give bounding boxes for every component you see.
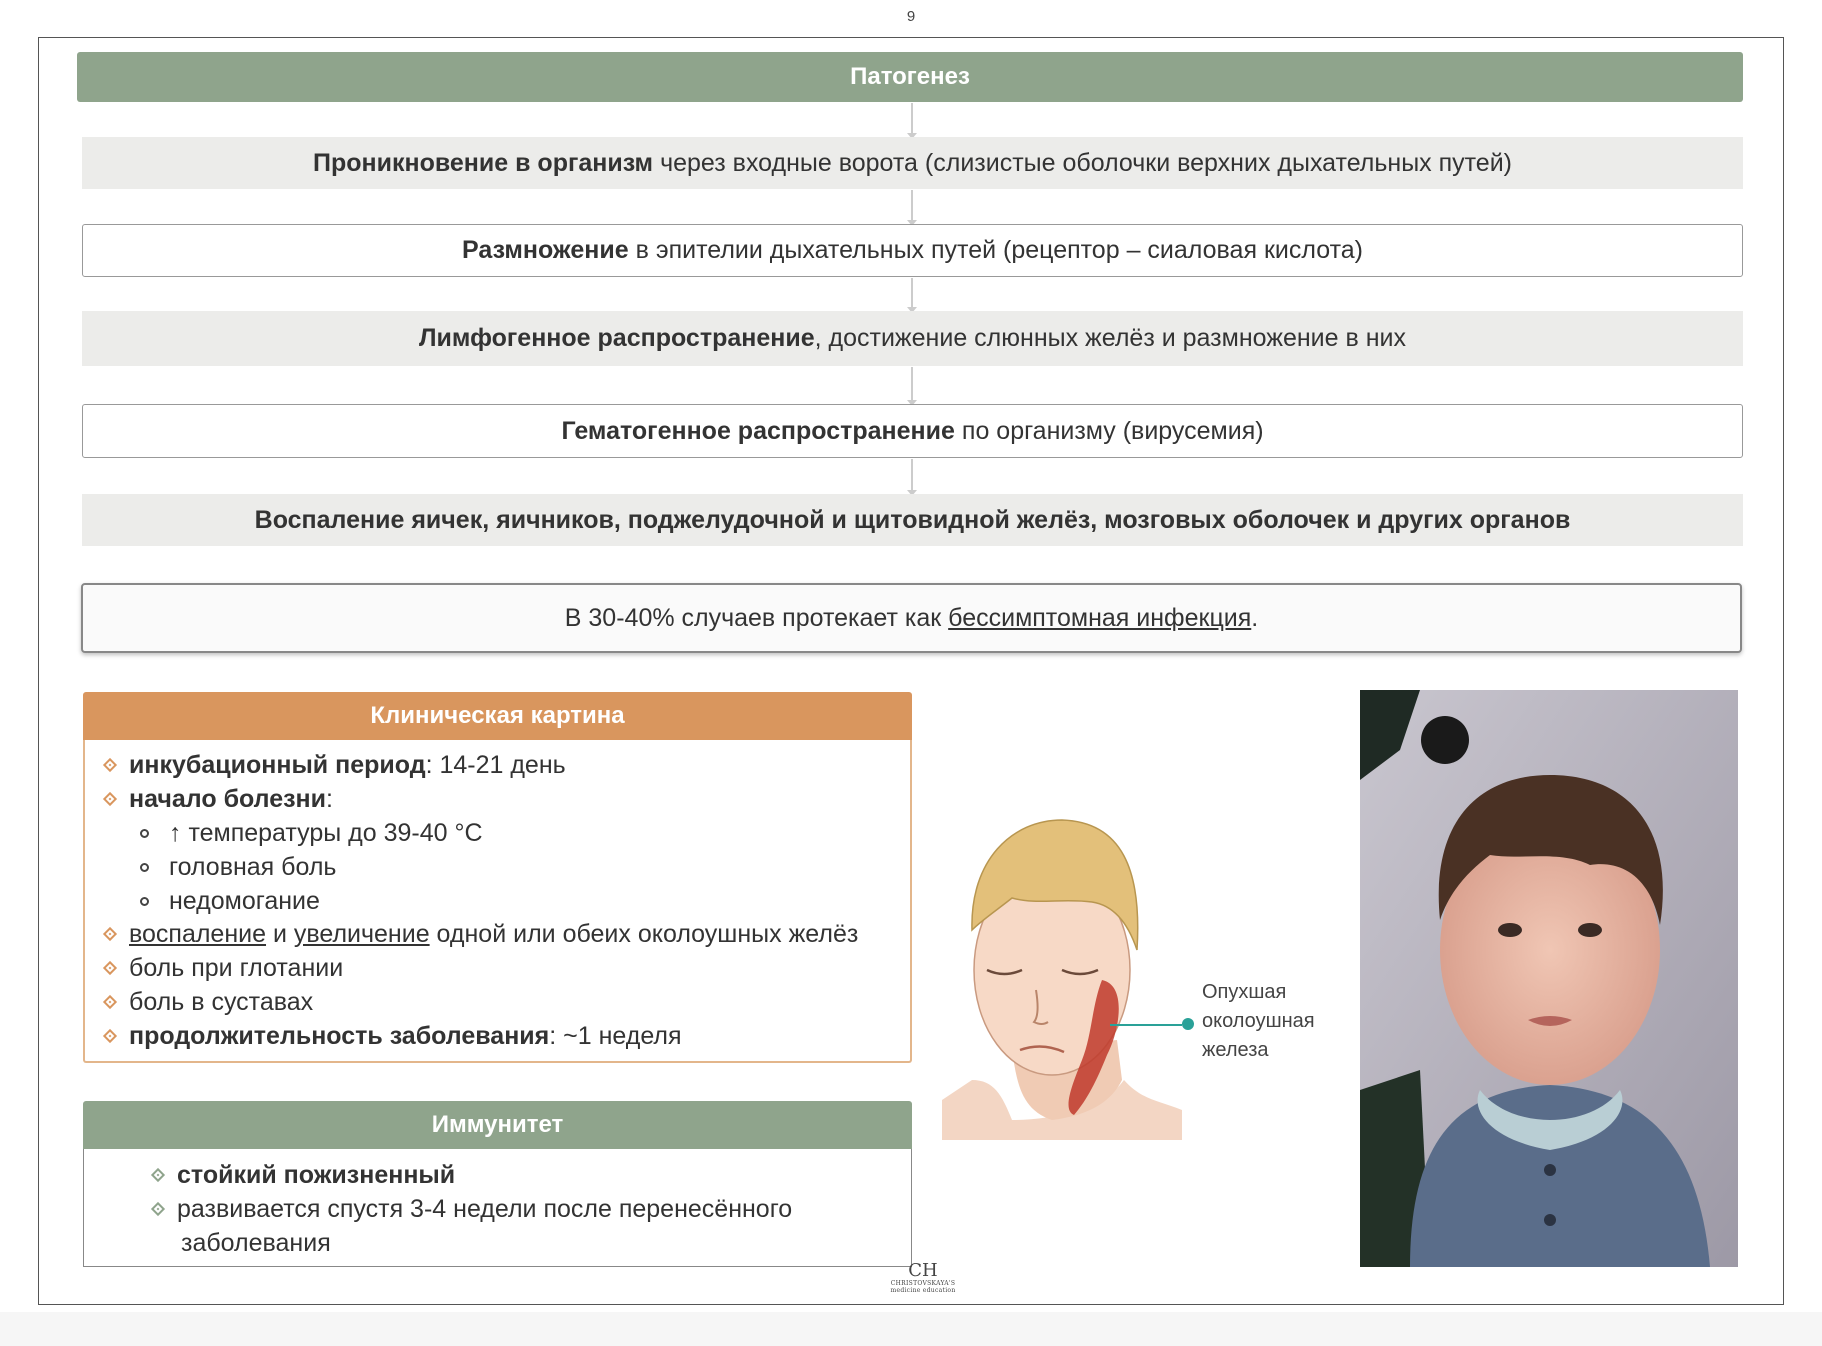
circle-bullet-icon — [140, 897, 149, 906]
page-number: 9 — [906, 8, 916, 25]
glands-rest: одной или обеих околоушных желёз — [429, 919, 859, 948]
step-3-bold: Лимфогенное распространение — [419, 324, 815, 352]
callout-line-3: железа — [1202, 1039, 1269, 1061]
pathogenesis-step-5 — [82, 494, 1743, 546]
step-4-text: по организму (вирусемия) — [961, 416, 1264, 445]
flow-arrow — [911, 459, 913, 494]
clinical-picture-header: Клиническая картина — [83, 692, 912, 740]
asymptomatic-note — [81, 583, 1742, 653]
immunity-item-1 — [153, 1157, 455, 1193]
diamond-bullet-icon — [103, 995, 117, 1009]
photo-eye-shape — [1498, 923, 1522, 937]
swollen-parotid-illustration — [942, 810, 1182, 1140]
clinical-item-glands — [105, 916, 858, 952]
step-3-text: , достижение слюнных желёз и размножение в них — [814, 324, 1406, 352]
step-2-text: в эпителии дыхательных путей (рецептор – сиаловая кислота) — [635, 236, 1363, 264]
pathogenesis-step-2 — [82, 224, 1743, 277]
step-2-bold: Размножение — [462, 236, 629, 264]
step-5-bold: Воспаление яичек, яичников, поджелудочной и щитовидной желёз, мозговых оболочек и других органов — [254, 505, 1571, 534]
callout-dot-icon — [1180, 1016, 1196, 1032]
diamond-bullet-icon — [103, 792, 117, 806]
immunity-item-2-line-2: заболевания — [181, 1228, 331, 1257]
onset-subitem-text: головная боль — [169, 852, 337, 881]
duration-label: продолжительность заболевания — [129, 1021, 550, 1050]
note-prefix: В 30-40% случаев протекает как — [564, 603, 949, 632]
photo-button-shape — [1544, 1164, 1556, 1176]
bottom-strip — [0, 1312, 1822, 1346]
immunity-item-2-line-1: развивается спустя 3-4 недели после перенесённого — [177, 1194, 793, 1223]
clinical-item-joints — [105, 984, 313, 1020]
immunity-item-2 — [153, 1191, 792, 1227]
diamond-bullet-icon — [103, 927, 117, 941]
onset-subitem — [140, 849, 336, 885]
photo-eye-shape — [1578, 923, 1602, 937]
glands-and: и — [266, 919, 294, 948]
flow-arrow — [911, 278, 913, 311]
diamond-bullet-icon — [151, 1168, 165, 1182]
swallow-text: боль при глотании — [129, 953, 344, 982]
clinical-item-swallow — [105, 950, 343, 986]
onset-colon: : — [326, 784, 333, 813]
patient-photo — [1360, 690, 1738, 1267]
duration-value: : ~1 неделя — [549, 1021, 682, 1050]
callout-line-1: Опухшая — [1202, 981, 1287, 1003]
photo-ornament-shape — [1421, 716, 1469, 764]
onset-subitem — [140, 815, 483, 851]
logo-line-2: medicine education — [890, 1287, 956, 1294]
immunity-item-2-continued — [181, 1225, 331, 1261]
diamond-bullet-icon — [103, 1029, 117, 1043]
diamond-bullet-icon — [103, 758, 117, 772]
glands-underlined-1: воспаление — [129, 919, 267, 948]
logo-monogram: CH — [908, 1260, 938, 1281]
circle-bullet-icon — [140, 829, 149, 838]
flow-arrow — [911, 190, 913, 224]
glands-underlined-2: увеличение — [293, 919, 430, 948]
clinical-item-duration — [105, 1018, 682, 1054]
onset-label: начало болезни — [129, 784, 327, 813]
pathogenesis-step-1 — [82, 137, 1743, 189]
pathogenesis-step-4 — [82, 404, 1743, 458]
clinical-item-onset — [105, 781, 333, 817]
note-suffix: . — [1251, 603, 1259, 632]
immunity-header: Иммунитет — [83, 1101, 912, 1149]
joints-text: боль в суставах — [129, 987, 314, 1016]
step-4-bold: Гематогенное распространение — [561, 416, 955, 445]
onset-subitem-text: недомогание — [169, 886, 320, 915]
incubation-value: : 14-21 день — [425, 750, 566, 779]
onset-subitem — [140, 883, 320, 919]
incubation-label: инкубационный период — [129, 750, 426, 779]
logo-line-1: CHRISTOVSKAYA'S — [890, 1280, 956, 1287]
photo-button-shape — [1544, 1214, 1556, 1226]
flow-arrow — [911, 367, 913, 404]
clinical-item-incubation — [105, 747, 566, 783]
callout-line-2: околоушная — [1202, 1010, 1315, 1032]
pathogenesis-step-3 — [82, 311, 1743, 366]
gland-callout-label — [1202, 978, 1315, 1065]
circle-bullet-icon — [140, 863, 149, 872]
note-underlined: бессимптомная инфекция — [948, 603, 1252, 632]
diamond-bullet-icon — [151, 1202, 165, 1216]
flow-arrow — [911, 103, 913, 137]
diamond-bullet-icon — [103, 961, 117, 975]
brand-logo — [890, 1262, 956, 1294]
step-1-bold: Проникновение в организм — [312, 148, 654, 177]
onset-subitem-text: ↑ температуры до 39-40 °С — [169, 818, 483, 847]
immunity-item-1-text: стойкий пожизненный — [177, 1160, 456, 1189]
step-1-text: через входные ворота (слизистые оболочки верхних дыхательных путей) — [660, 148, 1513, 177]
pathogenesis-header: Патогенез — [77, 52, 1743, 102]
